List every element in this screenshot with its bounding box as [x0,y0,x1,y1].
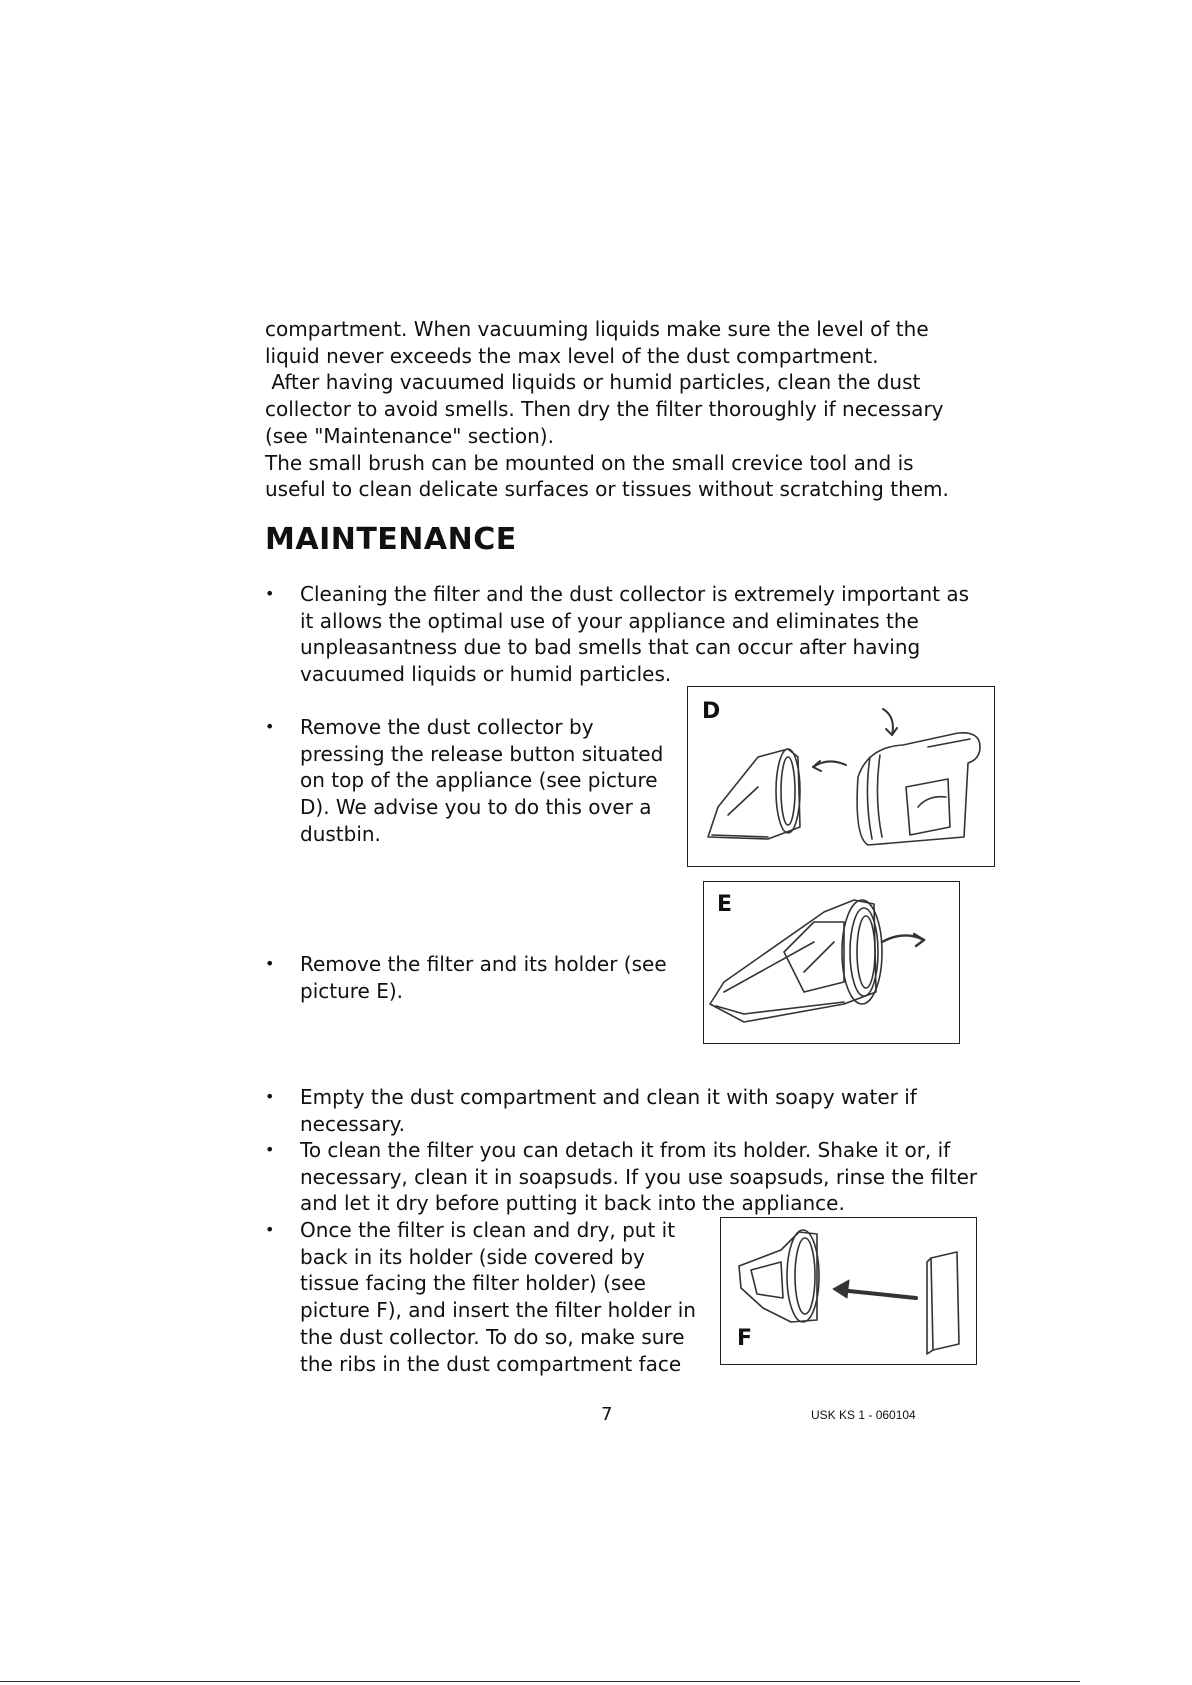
bullet-line: the dust collector. To do so, make sure [300,1324,685,1349]
bullet-dot: • [265,954,275,973]
figure-d-illustration [688,687,994,866]
bullet-dot: • [265,1220,275,1239]
bullet-line: pressing the release button situated [300,741,664,766]
intro-line: The small brush can be mounted on the small crevice tool and is [265,450,914,475]
bullet-line: tissue facing the filter holder) (see [300,1271,646,1296]
bullet-dot: • [265,1087,275,1106]
bullet-line: dustbin. [300,821,381,846]
bullet-line: on top of the appliance (see picture [300,768,658,793]
section-heading: MAINTENANCE [265,522,517,557]
figure-f-label: F [737,1326,753,1351]
bullet-line: back in its holder (side covered by [300,1244,645,1269]
bullet-line: the ribs in the dust compartment face [300,1351,682,1376]
bullet-dot: • [265,584,275,603]
bullet-line: Remove the dust collector by [300,715,594,739]
page-number: 7 [601,1404,613,1425]
figure-d [687,686,995,867]
bullet-line: D). We advise you to do this over a [300,795,652,820]
figure-e-label: E [717,892,733,917]
figure-f-illustration [721,1218,976,1364]
figure-f [720,1217,977,1365]
bullet-line: Once the filter is clean and dry, put it [300,1218,676,1242]
intro-line: compartment. When vacuuming liquids make sure the level of the [265,317,929,341]
bullet-line: Cleaning the filter and the dust collector is extremely important as [300,582,969,606]
bullet-line: To clean the filter you can detach it from its holder. Shake it or, if [300,1138,951,1162]
bullet-line: necessary. [300,1111,405,1136]
intro-line: (see "Maintenance" section). [265,423,554,448]
bullet-line: vacuumed liquids or humid particles. [300,662,672,687]
bullet-dot: • [265,717,275,736]
intro-paragraph [265,316,985,503]
intro-line: liquid never exceeds the max level of the dust compartment. [265,343,879,368]
bullet-line: Empty the dust compartment and clean it with soapy water if [300,1085,917,1109]
bottom-rule [0,1681,1080,1682]
bullet-line: it allows the optimal use of your appliance and eliminates the [300,608,919,633]
bullet-line: Remove the filter and its holder (see [300,952,667,976]
bullet-line: and let it dry before putting it back into the appliance. [300,1191,845,1216]
document-code: USK KS 1 - 060104 [811,1408,916,1422]
bullet-line: picture F), and insert the filter holder in [300,1298,696,1323]
figure-d-label: D [702,699,721,724]
intro-line: After having vacuumed liquids or humid particles, clean the dust [265,370,921,395]
intro-line: useful to clean delicate surfaces or tissues without scratching them. [265,477,949,502]
bullet-line: necessary, clean it in soapsuds. If you use soapsuds, rinse the filter [300,1164,978,1189]
figure-e [703,881,960,1044]
bullet-line: picture E). [300,978,404,1003]
bullet-dot: • [265,1140,275,1159]
bullet-line: unpleasantness due to bad smells that can occur after having [300,635,921,660]
intro-line: collector to avoid smells. Then dry the filter thoroughly if necessary [265,397,944,422]
figure-e-illustration [704,882,959,1043]
